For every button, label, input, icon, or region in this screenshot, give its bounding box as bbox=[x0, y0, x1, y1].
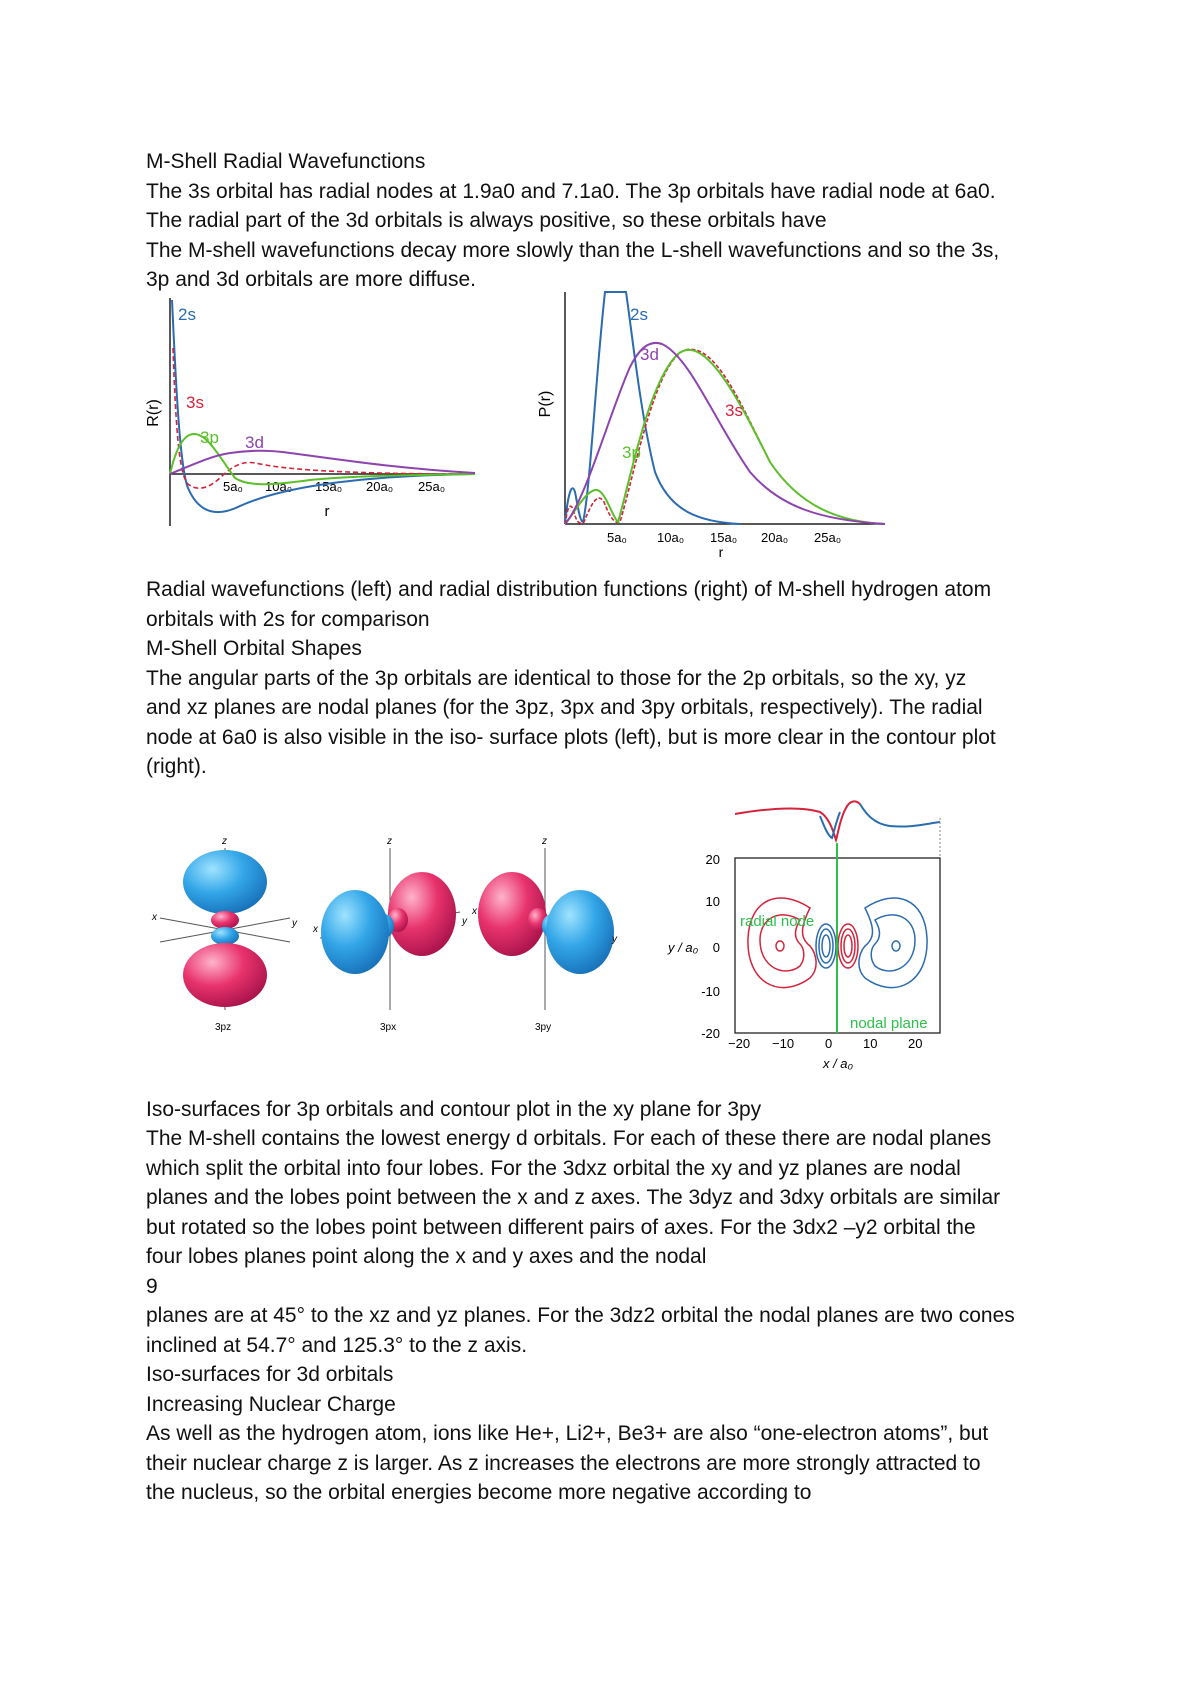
z-label: z bbox=[222, 836, 227, 847]
nodal-plane-label: nodal plane bbox=[850, 1015, 928, 1032]
x-tick: −10 bbox=[772, 1036, 795, 1051]
paragraph-line: and xz planes are nodal planes (for the 3pz, 3px and 3py orbitals, respectively). The radial bbox=[146, 696, 983, 719]
section-3 bbox=[146, 1124, 1076, 1508]
x-axis-label: r bbox=[324, 503, 330, 520]
radial-distribution-plot bbox=[537, 292, 900, 560]
x-axis-label: x / a₀ bbox=[822, 1056, 854, 1071]
paragraph-line: but rotated so the lobes point between different pairs of axes. For the 3dx2 –y2 orbital the bbox=[146, 1215, 976, 1239]
tick-label: 10a₀ bbox=[657, 530, 685, 545]
paragraph-line: As well as the hydrogen atom, ions like He+, Li2+, Be3+ are also “one-electron atoms”, but bbox=[146, 1422, 989, 1445]
series-2s-curve bbox=[565, 292, 740, 524]
z-label: z bbox=[542, 836, 547, 847]
y-axis-label: y / a₀ bbox=[668, 940, 699, 955]
caption-1 bbox=[146, 575, 1076, 634]
paragraph-line: the nucleus, so the orbital energies become more negative according to bbox=[146, 1481, 812, 1504]
y-label: y bbox=[292, 918, 297, 929]
x-tick: 20 bbox=[908, 1036, 923, 1051]
x-label: x bbox=[472, 906, 477, 917]
caption-line: orbitals with 2s for comparison bbox=[146, 607, 430, 631]
section-2 bbox=[146, 634, 1076, 782]
x-tick: 0 bbox=[825, 1036, 833, 1051]
section-1 bbox=[146, 147, 1076, 295]
x-tick: 10 bbox=[863, 1036, 878, 1051]
outer-lobe-blue bbox=[546, 890, 614, 974]
caption-line: Iso-surfaces for 3d orbitals bbox=[146, 1363, 394, 1386]
tick-label: 25a₀ bbox=[418, 479, 446, 494]
legend-3d: 3d bbox=[245, 433, 264, 452]
tick-label: 25a₀ bbox=[814, 530, 842, 545]
section-title: Increasing Nuclear Charge bbox=[146, 1392, 396, 1416]
legend-3s: 3s bbox=[186, 393, 204, 412]
y-tick: 10 bbox=[705, 894, 720, 909]
y-label: y bbox=[462, 916, 467, 927]
series-3s-curve bbox=[565, 349, 885, 524]
y-axis-label: P(r) bbox=[537, 390, 554, 418]
radial-node-label: radial node bbox=[740, 913, 815, 930]
caption-2 bbox=[146, 1095, 1076, 1125]
tick-label: 15a₀ bbox=[710, 530, 738, 545]
radial-wavefunction-plot bbox=[145, 298, 500, 538]
page-number: 9 bbox=[146, 1274, 158, 1298]
outer-lobe-blue bbox=[321, 890, 389, 974]
x-label: x bbox=[313, 924, 318, 935]
paragraph-line: planes are at 45° to the xz and yz planes. For the 3dz2 orbital the nodal planes are two cones bbox=[146, 1304, 1015, 1327]
y-tick: 20 bbox=[705, 852, 720, 867]
profile-positive bbox=[735, 801, 860, 840]
3py-orbital bbox=[471, 836, 618, 1033]
profile-negative bbox=[860, 804, 940, 827]
paragraph-line: their nuclear charge z is larger. As z increases the electrons are more strongly attracted to bbox=[146, 1451, 981, 1475]
3px-orbital bbox=[312, 836, 468, 1033]
y-axis-label: R(r) bbox=[145, 399, 162, 427]
positive-contours bbox=[748, 898, 858, 988]
paragraph-line: 3p and 3d orbitals are more diffuse. bbox=[146, 268, 476, 291]
orbital-label: 3py bbox=[535, 1022, 552, 1033]
y-tick: -10 bbox=[701, 984, 720, 999]
outer-lobe-pink bbox=[183, 943, 267, 1007]
y-tick: 0 bbox=[712, 940, 720, 955]
legend-3d: 3d bbox=[640, 345, 659, 364]
legend-3p: 3p bbox=[622, 443, 641, 462]
caption-line: Radial wavefunctions (left) and radial distribution functions (right) of M-shell hydrogen atom bbox=[146, 578, 992, 601]
tick-label: 10a₀ bbox=[265, 479, 293, 494]
section-title: M-Shell Orbital Shapes bbox=[146, 637, 362, 660]
orbital-label: 3px bbox=[380, 1022, 397, 1033]
paragraph-line: planes and the lobes point between the x and z axes. The 3dyz and 3dxy orbitals are similar bbox=[146, 1186, 1001, 1209]
paragraph-line: The M-shell wavefunctions decay more slowly than the L-shell wavefunctions and so the 3s, bbox=[146, 238, 1000, 262]
paragraph-line: The radial part of the 3d orbitals is always positive, so these orbitals have bbox=[146, 209, 827, 232]
x-axis-label: r bbox=[718, 544, 724, 560]
tick-label: 15a₀ bbox=[315, 479, 343, 494]
tick-label: 20a₀ bbox=[761, 530, 789, 545]
series-3s-curve bbox=[173, 348, 475, 488]
caption-line: Iso-surfaces for 3p orbitals and contour plot in the xy plane for 3py bbox=[146, 1098, 762, 1121]
paragraph-line: The 3s orbital has radial nodes at 1.9a0 and 7.1a0. The 3p orbitals have radial node at 6a0. bbox=[146, 179, 996, 203]
contour-plot-3py bbox=[660, 778, 950, 1080]
paragraph-line: which split the orbital into four lobes. For the 3dxz orbital the xy and yz planes are nodal bbox=[146, 1156, 961, 1180]
legend-3s: 3s bbox=[725, 401, 743, 420]
paragraph-line: The M-shell contains the lowest energy d orbitals. For each of these there are nodal planes bbox=[146, 1127, 992, 1150]
tick-label: 5a₀ bbox=[607, 530, 627, 545]
legend-3p: 3p bbox=[200, 428, 219, 447]
inner-lobe-blue bbox=[211, 927, 239, 945]
3p-iso-surfaces bbox=[150, 830, 650, 1040]
section-title: M-Shell Radial Wavefunctions bbox=[146, 150, 426, 173]
x-label: x bbox=[152, 912, 157, 923]
legend-2s: 2s bbox=[178, 305, 196, 324]
legend-2s: 2s bbox=[630, 305, 648, 324]
paragraph-line: (right). bbox=[146, 755, 207, 778]
paragraph-line: four lobes planes point along the x and y axes and the nodal bbox=[146, 1245, 707, 1268]
paragraph-line: node at 6a0 is also visible in the iso- surface plots (left), but is more clear in the contour plot bbox=[146, 725, 996, 749]
orbital-label: 3pz bbox=[215, 1022, 232, 1033]
z-label: z bbox=[387, 836, 392, 847]
3pz-orbital bbox=[151, 836, 298, 1033]
inner-lobe-pink bbox=[211, 911, 239, 929]
outer-lobe-blue bbox=[183, 850, 267, 914]
x-tick: −20 bbox=[728, 1036, 751, 1051]
tick-label: 5a₀ bbox=[223, 479, 243, 494]
series-3d-curve bbox=[565, 343, 885, 524]
y-tick: -20 bbox=[701, 1026, 720, 1041]
tick-label: 20a₀ bbox=[366, 479, 394, 494]
paragraph-line: inclined at 54.7° and 125.3° to the z axis. bbox=[146, 1333, 528, 1357]
paragraph-line: The angular parts of the 3p orbitals are identical to those for the 2p orbitals, so the xy, yz bbox=[146, 666, 967, 690]
y-label: y bbox=[612, 934, 617, 945]
negative-contours bbox=[816, 898, 927, 988]
